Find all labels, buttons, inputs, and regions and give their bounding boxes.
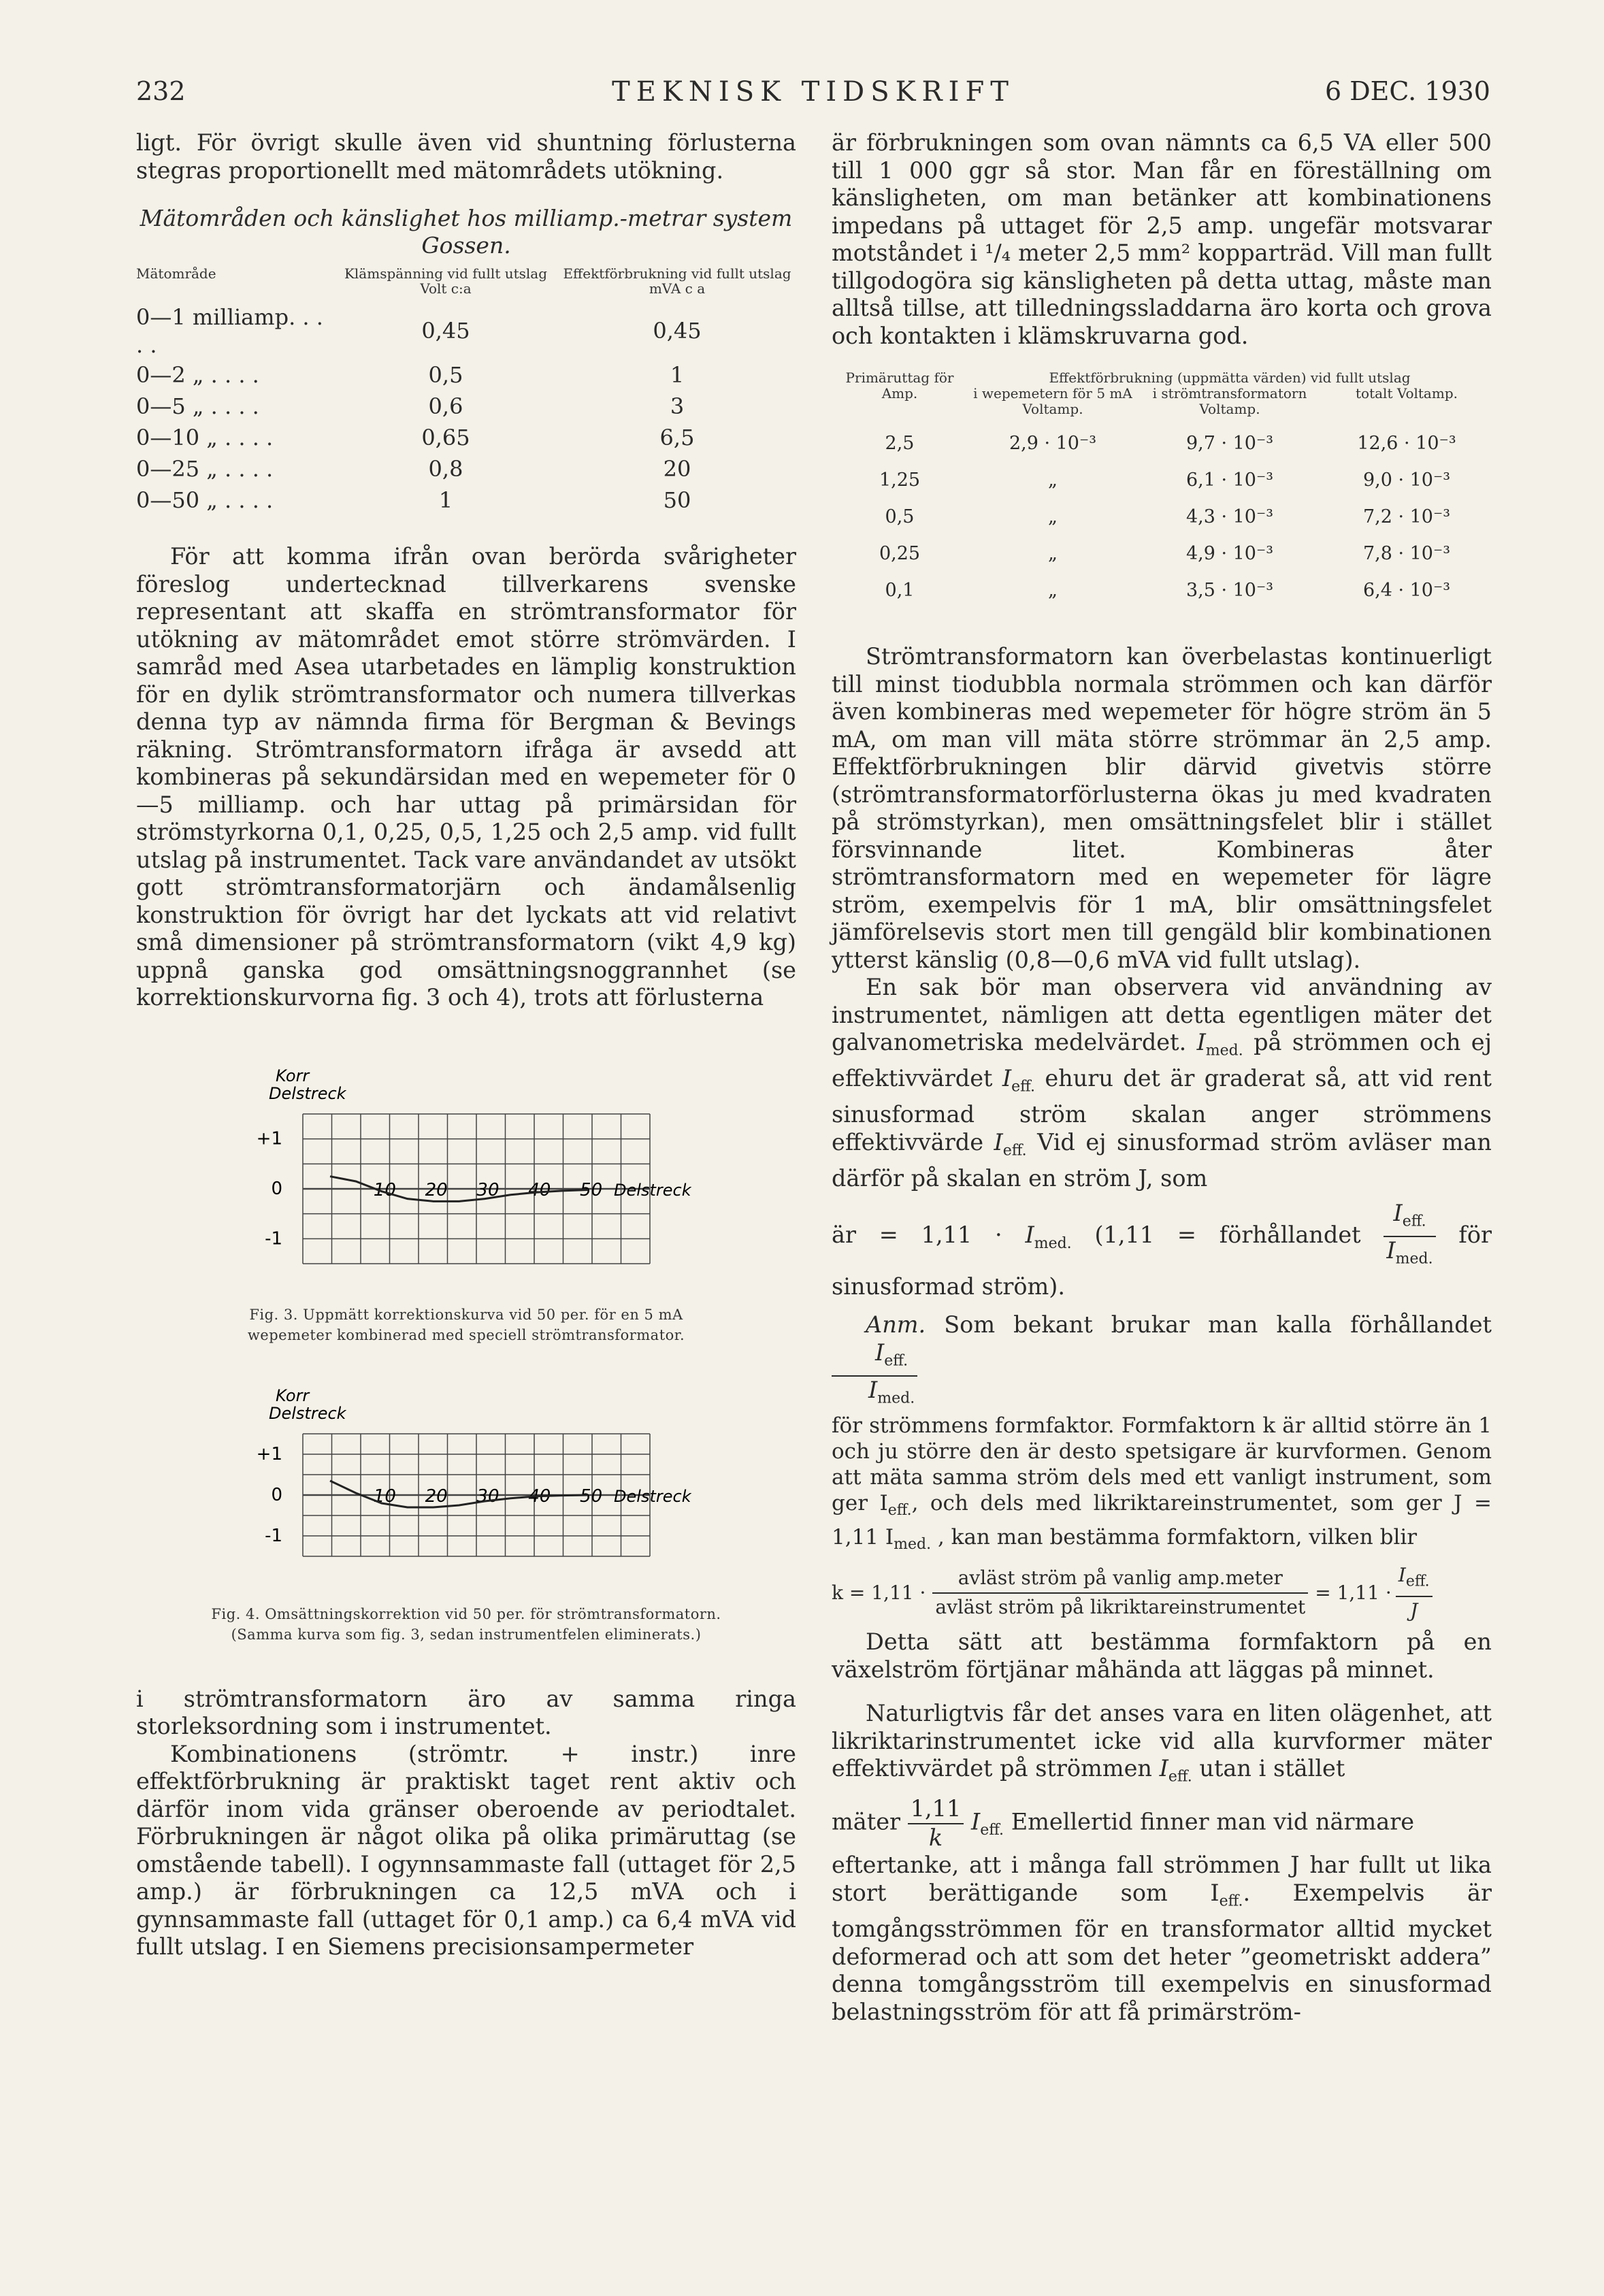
table-cell: 7,8 · 10⁻³ [1362, 542, 1451, 564]
table2 [832, 425, 1492, 609]
symbol: I [1196, 1029, 1206, 1055]
table-cell: 4,9 · 10⁻³ [1185, 542, 1274, 564]
symbol: I [1025, 1221, 1034, 1248]
table-cell: 0—1 milliamp. . . . . [136, 304, 323, 358]
table-cell: „ [1048, 469, 1058, 491]
journal-title: TEKNISK TIDSKRIFT [612, 76, 1015, 108]
tick-label: 50 [580, 1179, 603, 1200]
denominator: k [928, 1824, 943, 1851]
table2-header [832, 370, 1492, 417]
figure-4-caption: Fig. 4. Omsättningskorrektion vid 50 per. för strömtransformatorn. (Samma kurva som fig. 3, sedan instrumentfelen eliminerats.) [211, 1605, 721, 1643]
text: är = 1,11 · [832, 1221, 1026, 1248]
paragraph [832, 974, 1492, 1193]
paragraph [832, 1852, 1492, 2026]
symbol: J [1410, 1598, 1418, 1622]
table-cell: 6,1 · 10⁻³ [1185, 469, 1274, 491]
y-axis-label: Delstreck [269, 1083, 346, 1103]
paragraph: Strömtransformatorn kan överbelastas kontinuerligt till minst tiodubbla normala strömmen och kan därför även kombineras med wepemeter för högre ström än 5 mA, om man vill mäta större strömmar än 2,5 amp. Effektförbrukningen blir därvid givetvis större (strömtransformatorförlusterna ökas ju med kvadraten på strömstyrkan), men omsättningsfelet blir i stället försvinnande litet. Kombineras åter strömtransformatorn med en wepemeter för lägre ström, exempelvis för 1 mA, blir omsättningsfelet jämförelsevis stort men till gengäld blir kombinationen ytterst känslig (0,8—0,6 mVA vid fullt utslag). [832, 643, 1492, 973]
table-cell: 4,3 · 10⁻³ [1185, 506, 1274, 527]
paragraph [832, 1200, 1492, 1301]
table-row [136, 303, 796, 359]
table-cell: „ [1048, 579, 1058, 601]
left-column [136, 129, 796, 1961]
tick-label: 40 [528, 1486, 551, 1507]
tick-label: 0 [271, 1178, 282, 1199]
table1 [136, 303, 796, 516]
symbol: I [1398, 1563, 1406, 1586]
text: för sinusformad ström). [832, 1221, 1492, 1300]
text: En sak bör man observera vid användning av instrumentet, nämligen att detta egentligen mäter det galvanometriska medelvärdet. [832, 974, 1492, 1055]
table2-subheaders [968, 386, 1492, 417]
denominator [1384, 1237, 1435, 1273]
y-axis-label: Delstreck [269, 1403, 346, 1423]
subscript: med. [1205, 1042, 1243, 1060]
tick-label: 50 [580, 1486, 603, 1507]
y-axis-label: Korr [276, 1385, 310, 1405]
symbol: I [1159, 1755, 1168, 1782]
numerator [832, 1339, 917, 1377]
tick-label: 10 [373, 1486, 396, 1507]
subscript: eff. [1002, 1142, 1027, 1160]
paragraph: För att komma ifrån ovan berörda svårigheter föreslog undertecknad tillverkarens svenske representant att skaffa en strömtransformator för utökning av mätområdet emot större strömvärden. I samråd med Asea utarbetades en lämplig konstruktion för en dylik strömtransformator och numera tillverkas denna typ av nämnda firma för Bergman & Bevings räkning. Strömtransformatorn ifråga är avsedd att kombineras på sekundärsidan med en wepemeter för 0—5 milliamp. och har uttag på primärsidan för strömstyrkorna 0,1, 0,25, 0,5, 1,25 och 2,5 amp. vid fullt utslag på instrumentet. Tack vare användandet av utsökt gott strömtransformatorjärn och ändamålsenlig konstruktion för övrigt har det lyckats att vid relativt små dimensioner på strömtransformatorn (vikt 4,9 kg) uppnå ganska god omsättningsnoggrannhet (se korrektionskurvorna fig. 3 och 4), trots att förlusterna [136, 543, 796, 1011]
table-cell: 0,45 [421, 318, 470, 344]
table-row [832, 536, 1492, 572]
page-header [136, 76, 1490, 117]
table1-title: Mätområden och känslighet hos milliamp.-metrar system Gossen. [140, 205, 793, 259]
table1-header [136, 266, 796, 296]
denominator [832, 1377, 917, 1413]
table-cell: 1 [670, 361, 685, 388]
table2-col3-header: i strömtransformatorn Voltamp. [1152, 385, 1307, 417]
table-cell: 50 [663, 487, 691, 513]
table-cell: „ [1048, 506, 1058, 527]
symbol: I [875, 1339, 885, 1366]
paragraph [832, 1795, 1492, 1852]
tick-label: -1 [265, 1525, 282, 1546]
table-cell: 6,5 [659, 424, 695, 450]
text: . Exempelvis är tomgångsströmmen för en transformator alltid mycket deformerad och att som det heter ”geometriskt addera” denna tomgångsström till exempelvis en sinusformad belastningsström för att få primärström- [832, 1879, 1492, 2025]
text: Naturligtvis får det anses vara en liten olägenhet, att likriktarinstrumentet icke vid alla kurvformer mäter effektivvärdet på strömmen [832, 1700, 1492, 1782]
figure-3-plot [228, 1066, 704, 1291]
formula-denominator: avläst ström på likriktareinstrumentet [935, 1595, 1306, 1618]
table-cell: 2,9 · 10⁻³ [1009, 432, 1097, 454]
table-cell: 0,25 [879, 542, 921, 564]
table-cell: „ [1048, 542, 1058, 564]
table-row [136, 391, 796, 422]
tick-label: 30 [476, 1486, 500, 1507]
tick-label: 10 [373, 1179, 396, 1200]
table-row [832, 425, 1492, 462]
table-cell: 20 [663, 455, 691, 482]
table-cell: 0,6 [428, 393, 463, 419]
formula-fraction [932, 1564, 1308, 1621]
paragraph [832, 1413, 1492, 1557]
subscript: med. [894, 1535, 932, 1553]
subscript: med. [1034, 1234, 1072, 1252]
tick-label: 20 [425, 1179, 448, 1200]
formula-denominator2 [1396, 1597, 1433, 1625]
table-cell: 0,5 [428, 361, 463, 388]
symbol: I [1386, 1236, 1396, 1264]
table-row [832, 499, 1492, 536]
paragraph: ligt. För övrigt skulle även vid shuntning förlusterna stegras proportionellt med mätområdets utökning. [136, 129, 796, 184]
tick-label: +1 [256, 1128, 282, 1149]
tick-label: 40 [528, 1179, 551, 1200]
tick-label: 30 [476, 1179, 500, 1200]
paragraph [832, 1311, 1492, 1413]
symbol: I [970, 1808, 981, 1835]
tick-label: 0 [271, 1484, 282, 1505]
symbol: I [1393, 1199, 1403, 1226]
table2-col2-header: i wepemetern för 5 mA Voltamp. [973, 385, 1132, 417]
issue-date: 6 DEC. 1930 [1324, 76, 1490, 106]
table-cell: 12,6 · 10⁻³ [1357, 432, 1456, 454]
text: , kan man bestämma formfaktorn, vilken blir [931, 1524, 1418, 1549]
table-row [136, 422, 796, 453]
table-cell: 7,2 · 10⁻³ [1362, 506, 1451, 527]
table-cell: 0,1 [885, 579, 915, 601]
tick-label: -1 [265, 1228, 282, 1249]
subscript: eff. [1402, 1213, 1426, 1230]
figure-4 [228, 1386, 704, 1584]
table2-col1-header: Primäruttag för Amp. [845, 370, 954, 401]
subscript: med. [877, 1390, 915, 1407]
y-axis-label: Korr [276, 1066, 310, 1085]
table-row [136, 359, 796, 391]
formula-numerator: avläst ström på vanlig amp.meter [932, 1564, 1308, 1594]
subscript: eff. [1011, 1078, 1035, 1096]
paragraph: är förbrukningen som ovan nämnts ca 6,5 VA eller 500 till 1 000 ggr så stor. Man får en föreställning om känsligheten, om man betänker att kombinationens impedans på uttaget för 2,5 amp. ungefär motsvarar motståndet i ¹/₄ meter 2,5 mm² kopparträd. Vill man fullt tillgodogöra sig känsligheten på detta uttag, måste man alltså tillse, att tilledningssladdarna äro korta och grova och kontakten i klämskruvarna god. [832, 129, 1492, 349]
table-cell: 0—10 „ . . . . [136, 424, 274, 450]
table-cell: 0—50 „ . . . . [136, 487, 274, 513]
paragraph [832, 1700, 1492, 1791]
figure-3-caption: Fig. 3. Uppmätt korrektionskurva vid 50 per. för en 5 mA wepemeter kombinerad med speciell strömtransformator. [247, 1306, 685, 1343]
page-number: 232 [136, 76, 186, 106]
numerator: 1,11 [908, 1795, 964, 1824]
table-cell: 3 [670, 393, 685, 419]
subscript: eff. [887, 1502, 912, 1520]
table1-col3-header: Effektförbrukning vid fullt utslag mVA c a [563, 265, 791, 297]
subscript: eff. [980, 1822, 1004, 1839]
tick-label: +1 [256, 1443, 282, 1464]
text: på strömmen och ej effektivvärdet [832, 1029, 1492, 1092]
figure-3 [228, 1066, 704, 1291]
tick-label: 20 [425, 1486, 448, 1507]
figure-4-plot [228, 1386, 704, 1584]
text: ehuru det är graderat så, att vid rent sinusformad ström skalan anger strömmens effektivvärde [832, 1065, 1492, 1155]
subscript: eff. [884, 1352, 909, 1370]
formula-eq2: = 1,11 · [1315, 1581, 1392, 1604]
table-row [136, 453, 796, 485]
text: , och dels med likriktareinstrumentet, som ger J = 1,11 I [832, 1491, 1492, 1549]
table2-col4-header: totalt Voltamp. [1356, 385, 1458, 401]
table-cell: 0,45 [653, 318, 702, 344]
paragraph: i strömtransformatorn äro av samma ringa storleksordning som i instrumentet. [136, 1685, 796, 1739]
text: (1,11 = förhållandet [1071, 1221, 1384, 1248]
subscript: eff. [1405, 1573, 1430, 1590]
text: Vid ej sinusformad ström avläser man därför på skalan en ström J, som [832, 1128, 1492, 1192]
table-cell: 0—2 „ . . . . [136, 361, 259, 388]
text: mäter [832, 1808, 908, 1835]
paragraph: Kombinationens (strömtr. + instr.) inre effektförbrukning är praktiskt taget rent aktiv och därför inom vida gränser oberoende av periodtalet. Förbrukningen är något olika på olika primäruttag (se omstående tabell). I ogynnsammaste fall (uttaget för 2,5 amp.) är förbrukningen ca 12,5 mVA och i gynnsammaste fall (uttaget för 0,1 amp.) ca 6,4 mVA vid fullt utslag. I en Siemens precisionsampermeter [136, 1740, 796, 1960]
formula-fraction2 [1396, 1562, 1433, 1625]
subscript: eff. [1168, 1768, 1192, 1786]
table-cell: 0—5 „ . . . . [136, 393, 259, 419]
table-cell: 0,65 [421, 424, 470, 450]
text: eftertanke, att i många fall strömmen J har fullt ut lika stort berättigande som I [832, 1852, 1492, 1906]
table-cell: 3,5 · 10⁻³ [1185, 579, 1274, 601]
table2-group-header-wrap [968, 370, 1492, 417]
fraction [908, 1795, 964, 1852]
table2-group-header: Effektförbrukning (uppmätta värden) vid fullt utslag [1049, 370, 1411, 386]
subscript: eff. [1219, 1892, 1243, 1910]
table-cell: 6,4 · 10⁻³ [1362, 579, 1451, 601]
table-cell: 0,8 [428, 455, 463, 482]
table-row [832, 572, 1492, 609]
text: Emellertid finner man vid närmare [1004, 1808, 1415, 1835]
table-cell: 9,0 · 10⁻³ [1362, 469, 1451, 491]
table1-col1-header: Mätområde [136, 265, 216, 282]
table-cell: 1 [438, 487, 453, 513]
x-axis-label: Delstreck [614, 1180, 691, 1200]
symbol: I [868, 1377, 878, 1404]
table-cell: 2,5 [885, 432, 915, 454]
formula-lhs: k = 1,11 · [832, 1581, 926, 1604]
table-cell: 0—25 „ . . . . [136, 455, 274, 482]
table-cell: 0,5 [885, 506, 915, 527]
formula-k [832, 1562, 1492, 1625]
text: Som bekant brukar man kalla förhållandet [926, 1311, 1492, 1339]
x-axis-label: Delstreck [614, 1486, 691, 1506]
formula-numerator2 [1396, 1562, 1433, 1597]
text: för strömmens formfaktor. Formfaktorn k är alltid större än 1 och ju större den är desto spetsigare är kurvformen. Genom att mäta samma ström dels med ett vanligt instrument, som ger I [832, 1413, 1492, 1516]
symbol: I [1002, 1065, 1012, 1092]
fraction [832, 1339, 917, 1413]
fraction [1384, 1200, 1435, 1273]
text: utan i stället [1192, 1755, 1345, 1782]
paragraph: Detta sätt att bestämma formfaktorn på en växelström förtjänar måhända att läggas på minnet. [832, 1628, 1492, 1683]
subscript: med. [1395, 1250, 1433, 1268]
numerator [1384, 1200, 1435, 1237]
table1-col2-header: Klämspänning vid fullt utslag Volt c:a [344, 265, 548, 297]
table-row [832, 462, 1492, 499]
note-label: Anm. [866, 1311, 926, 1339]
table-cell: 9,7 · 10⁻³ [1185, 432, 1274, 454]
table-cell: 1,25 [879, 469, 921, 491]
table-row [136, 485, 796, 516]
right-column [832, 129, 1492, 2026]
symbol: I [994, 1128, 1003, 1155]
